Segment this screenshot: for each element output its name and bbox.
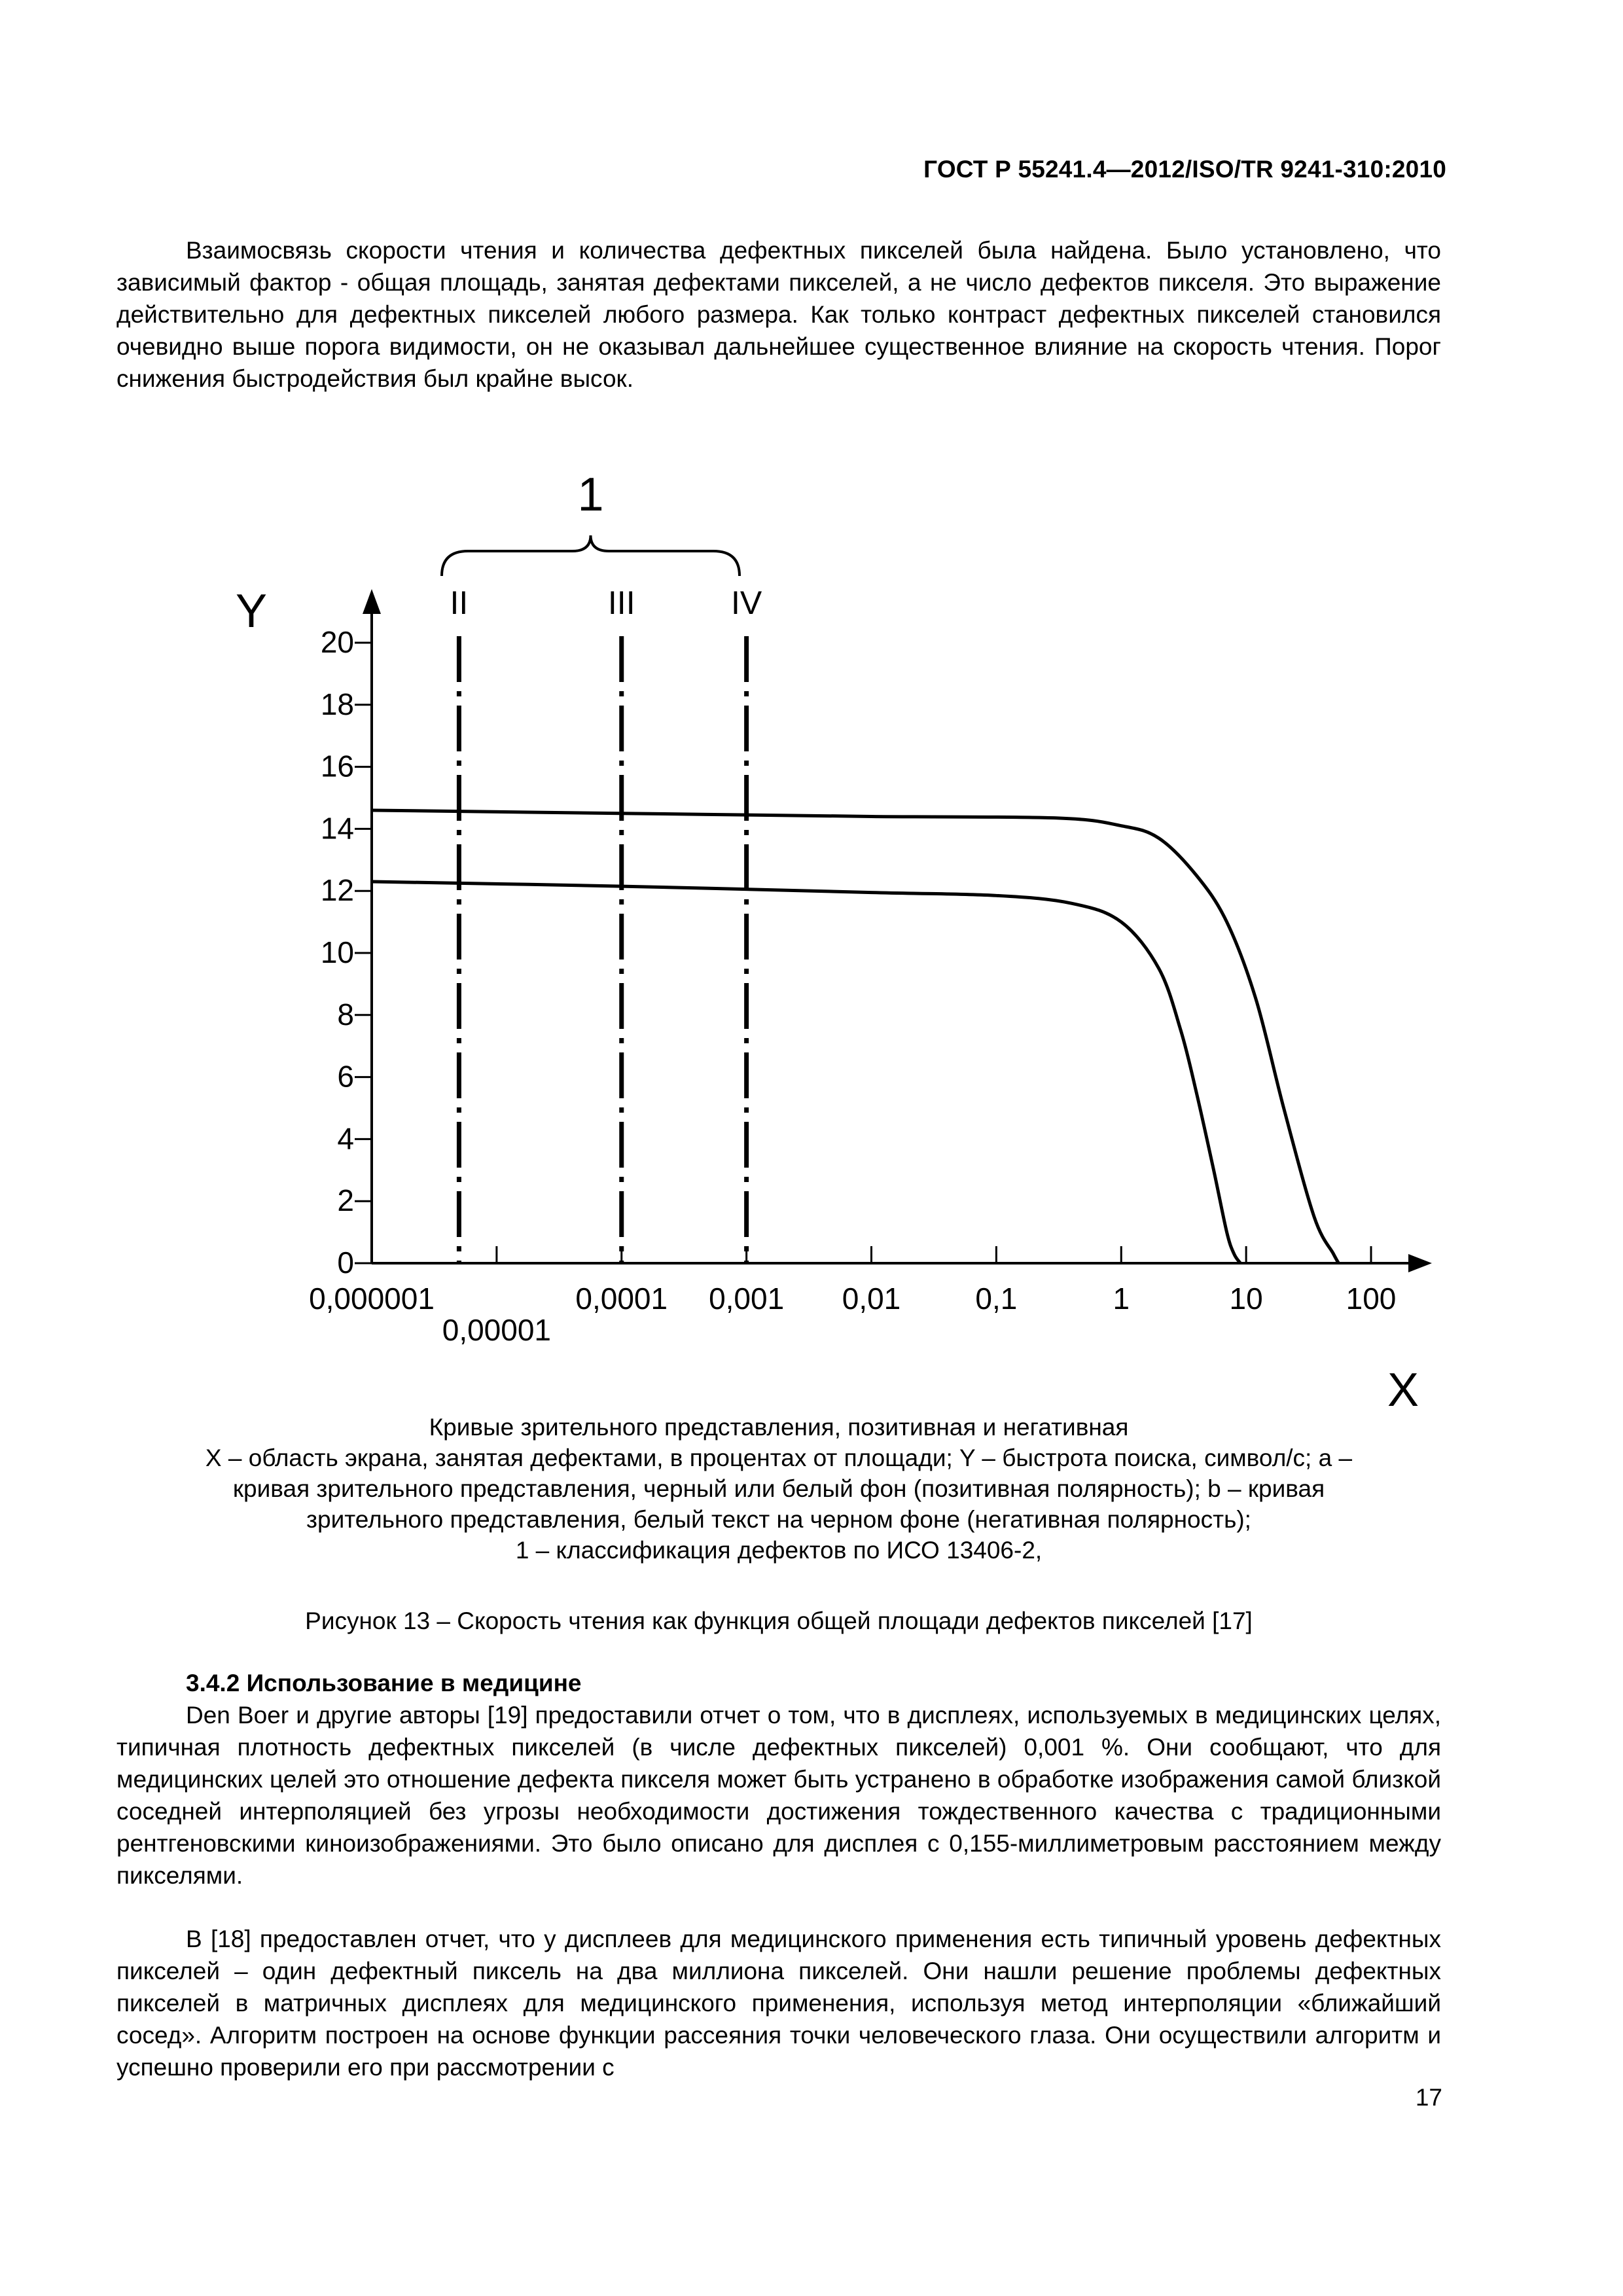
y-tick-label: 4: [337, 1121, 354, 1156]
chart-series: [372, 810, 1338, 1263]
x-tick-label: 0,001: [709, 1282, 785, 1316]
y-tick-label: 18: [320, 687, 354, 721]
y-tick-label: 20: [320, 625, 354, 659]
x-tick-label: 0,1: [975, 1282, 1018, 1316]
brace: [442, 535, 740, 576]
x-tick-label: 100: [1346, 1282, 1397, 1316]
y-tick-label: 14: [320, 811, 354, 846]
category-lines: [450, 584, 762, 1263]
y-axis-arrow: [363, 589, 381, 614]
intro-paragraph: Взаимосвязь скорости чтения и количества дефектных пикселей была найдена. Было установлено, что зависимый фактор - общая площадь, занятая дефектами пикселей, а не число дефектов пикселя. Это выражение действительно для дефектных пикселей любого размера. Как только контраст дефектных пикселей становился очевидно выше порога видимости, он не оказывал дальнейшее существенное влияние на скорость чтения. Порог снижения быстродействия был крайне высок.: [116, 237, 1441, 392]
chart-axes: [363, 589, 1432, 1272]
figure-title: Рисунок 13 – Скорость чтения как функция общей площади дефектов пикселей [17]: [305, 1607, 1253, 1634]
y-tick-label: 10: [320, 935, 354, 969]
curve-b: [372, 882, 1240, 1263]
brace-label: 1: [577, 469, 604, 521]
document-header: ГОСТ Р 55241.4—2012/ISO/TR 9241-310:2010: [923, 156, 1446, 183]
chart-labels: [236, 469, 1419, 1407]
x-tick-label: 0,00001: [442, 1313, 552, 1347]
x-tick-label: 0,0001: [575, 1282, 668, 1316]
y-tick-label: 6: [337, 1059, 354, 1094]
x-tick-label: 1: [1113, 1282, 1130, 1316]
y-tick-label: 16: [320, 749, 354, 783]
x-tick-label: 10: [1229, 1282, 1263, 1316]
caption-line: Кривые зрительного представления, позитивная и негативная: [429, 1414, 1129, 1441]
curve-a: [372, 810, 1338, 1263]
category-label: IV: [731, 584, 762, 621]
caption-line: зрительного представления, белый текст на черном фоне (негативная полярность);: [306, 1506, 1251, 1533]
x-tick-label: 0,01: [842, 1282, 901, 1316]
caption-line: кривая зрительного представления, черный или белый фон (позитивная полярность); b – кривая: [232, 1475, 1325, 1502]
section-paragraph-1: Den Boer и другие авторы [19] предоставили отчет о том, что в дисплеях, используемых в медицинских целях, типичная плотность дефектных пикселей (в числе дефектных пикселей) 0,001 %. Они сообщают, что для медицинских целей это отношение дефекта пикселя может быть устранено в обработке изображения самой близкой соседней интерполяцией без угрозы необходимости достижения тождественного качества с традиционными рентгеновскими киноизображениями. Это было описано для дисплея с 0,155-миллиметровым расстоянием между пикселями.: [116, 1702, 1441, 1889]
page-number: 17: [1415, 2084, 1442, 2111]
figure-caption: [116, 1412, 1441, 1566]
category-label: III: [607, 584, 635, 621]
chart-ticks: [309, 625, 1396, 1347]
section-heading: 3.4.2 Использование в медицине: [186, 1670, 582, 1696]
y-tick-label: 12: [320, 873, 354, 908]
caption-line: 1 – классификация дефектов по ИСО 13406-2,: [515, 1537, 1043, 1564]
category-label: II: [450, 584, 469, 621]
x-tick-label: 0,000001: [309, 1282, 435, 1316]
section-paragraph-2: В [18] предоставлен отчет, что у дисплеев для медицинского применения есть типичный уровень дефектных пикселей – один дефектный пиксель на два миллиона пикселей. Они нашли решение проблемы дефектных пикселей в матричных дисплеях для медицинского применения, используя метод интерполяции «ближайший сосед». Алгоритм построен на основе функции рассеяния точки человеческого глаза. Они осуществили алгоритм и успешно проверили его при рассмотрении с: [116, 1926, 1441, 2081]
y-tick-label: 2: [337, 1183, 354, 1218]
y-axis-label: Y: [236, 585, 268, 637]
y-tick-label: 0: [337, 1246, 354, 1280]
x-axis-arrow: [1408, 1254, 1432, 1272]
y-tick-label: 8: [337, 997, 354, 1031]
x-axis-label: X: [1387, 1364, 1419, 1407]
caption-line: X – область экрана, занятая дефектами, в процентах от площади; Y – быстрота поиска, символ/с; a –: [205, 1444, 1353, 1471]
